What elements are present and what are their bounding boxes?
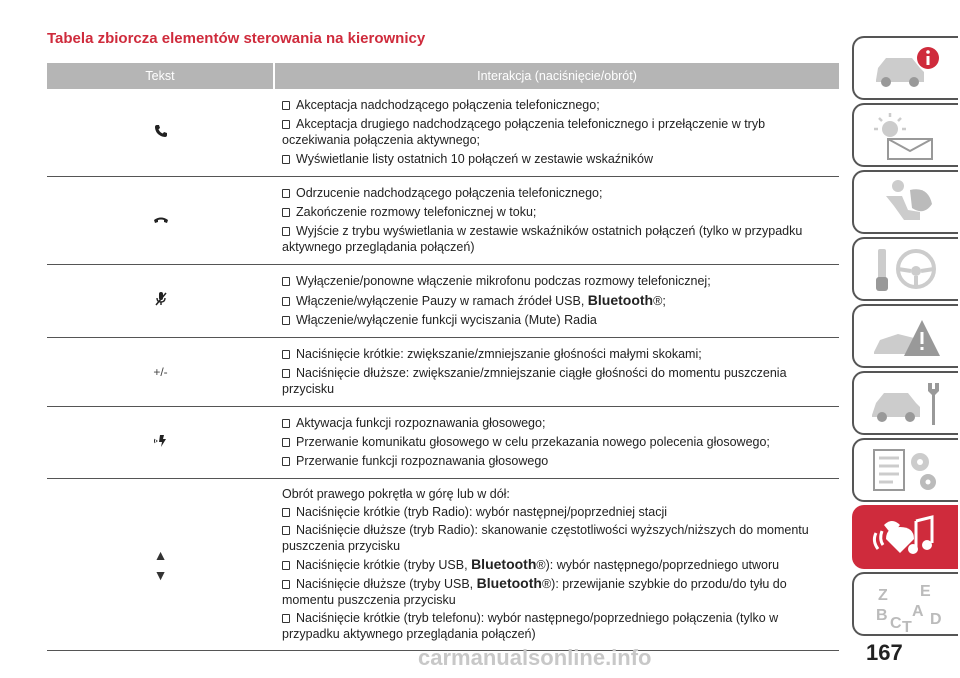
mute-icon	[154, 291, 168, 311]
bluetooth-brand: Bluetooth	[471, 556, 537, 572]
interaction-item	[282, 522, 835, 554]
interaction-text: Naciśnięcie krótkie: zwiększanie/zmniejszanie głośności małymi skokami;	[296, 347, 702, 361]
page-number: 167	[866, 640, 903, 665]
interaction-item	[282, 116, 835, 148]
interaction-text: Aktywacja funkcji rozpoznawania głosowego;	[296, 416, 546, 430]
interaction-item	[282, 292, 835, 309]
interaction-item	[282, 185, 835, 201]
interaction-item	[282, 504, 835, 520]
phone-answer-icon	[154, 124, 168, 142]
checkbox-bullet-icon	[282, 369, 290, 378]
volume-plus-minus-label: +/-	[153, 365, 168, 379]
interaction-text: Naciśnięcie krótkie (tryby USB,	[296, 558, 472, 572]
interaction-text: Wyłączenie/ponowne włączenie mikrofonu podczas rozmowy telefonicznej;	[296, 274, 711, 288]
interaction-cell	[274, 89, 839, 177]
interaction-item	[282, 223, 835, 255]
interaction-item	[282, 151, 835, 167]
interaction-item	[282, 556, 835, 573]
checkbox-bullet-icon	[282, 120, 290, 129]
arrow-down-icon: ▼	[153, 566, 168, 583]
interaction-text: Włączenie/wyłączenie Pauzy w ramach źródeł USB,	[296, 294, 588, 308]
interaction-text: ®): przewijanie szybkie do przodu/do tyłu do momentu puszczenia przycisku	[282, 577, 787, 607]
checkbox-bullet-icon	[282, 101, 290, 110]
interaction-text: Naciśnięcie krótkie (tryb Radio): wybór następnej/poprzedniej stacji	[296, 505, 668, 519]
interaction-text: Naciśnięcie dłuższe (tryby USB,	[296, 577, 477, 591]
header-interaction: Interakcja (naciśnięcie/obrót)	[274, 63, 839, 89]
phone-hangup-icon	[153, 213, 169, 229]
control-symbol-cell	[47, 265, 274, 338]
table-row	[47, 89, 839, 177]
page-title: Tabela zbiorcza elementów sterowania na kierownicy	[47, 30, 426, 47]
table-row	[47, 479, 839, 651]
interaction-text: Akceptacja nadchodzącego połączenia telefonicznego;	[296, 98, 600, 112]
control-symbol-cell	[47, 177, 274, 265]
table-row	[47, 338, 839, 407]
bluetooth-brand: Bluetooth	[476, 575, 542, 591]
svg-text:C: C	[890, 615, 902, 632]
checkbox-bullet-icon	[282, 227, 290, 236]
interaction-item	[282, 415, 835, 431]
checkbox-bullet-icon	[282, 457, 290, 466]
svg-text:E: E	[920, 583, 931, 600]
table-row	[47, 177, 839, 265]
svg-text:A: A	[912, 603, 924, 620]
chapter-tab-specifications[interactable]	[852, 438, 958, 502]
interaction-text: Wyświetlanie listy ostatnich 10 połączeń w zestawie wskaźników	[296, 152, 653, 166]
interaction-intro: Obrót prawego pokrętła w górę lub w dół:	[282, 487, 510, 501]
control-symbol-cell	[47, 407, 274, 479]
interaction-cell	[274, 479, 839, 651]
checkbox-bullet-icon	[282, 155, 290, 164]
interaction-text: Akceptacja drugiego nadchodzącego połączenia telefonicznego i przełączenie w tryb oczekiwania połączenia aktywnego;	[282, 117, 766, 147]
checkbox-bullet-icon	[282, 189, 290, 198]
checkbox-bullet-icon	[282, 580, 290, 589]
interaction-text: ®): wybór następnego/poprzedniego utworu	[536, 558, 780, 572]
checkbox-bullet-icon	[282, 561, 290, 570]
table-body	[47, 89, 839, 651]
chapter-tab-road-warning[interactable]	[852, 304, 958, 368]
interaction-text: Przerwanie komunikatu głosowego w celu przekazania nowego polecenia głosowego;	[296, 435, 770, 449]
interaction-cell	[274, 265, 839, 338]
interaction-text: ®;	[653, 294, 666, 308]
table-row	[47, 407, 839, 479]
checkbox-bullet-icon	[282, 526, 290, 535]
interaction-text: Naciśnięcie dłuższe: zwiększanie/zmniejszanie ciągłe głośności do momentu puszczenia przycisku	[282, 366, 787, 396]
checkbox-bullet-icon	[282, 614, 290, 623]
checkbox-bullet-icon	[282, 277, 290, 286]
chapter-tab-car-service[interactable]	[852, 371, 958, 435]
control-symbol-cell	[47, 89, 274, 177]
chapter-tab-car-info[interactable]	[852, 36, 958, 100]
voice-recognition-icon	[154, 433, 168, 453]
watermark: carmanualsonline.info	[418, 645, 652, 670]
chapter-tab-alphabetical-index[interactable]	[852, 572, 958, 636]
interaction-item	[282, 97, 835, 113]
control-symbol-cell	[47, 338, 274, 407]
table-row	[47, 265, 839, 338]
checkbox-bullet-icon	[282, 438, 290, 447]
interaction-item	[282, 453, 835, 469]
checkbox-bullet-icon	[282, 508, 290, 517]
interaction-text: Odrzucenie nadchodzącego połączenia telefonicznego;	[296, 186, 603, 200]
checkbox-bullet-icon	[282, 297, 290, 306]
steering-controls-table	[47, 63, 839, 651]
interaction-text: Przerwanie funkcji rozpoznawania głosowego	[296, 454, 549, 468]
interaction-item	[282, 365, 835, 397]
header-text: Tekst	[47, 63, 274, 89]
chapter-tab-multimedia[interactable]	[852, 505, 958, 569]
svg-text:T: T	[902, 619, 912, 632]
interaction-item	[282, 346, 835, 362]
checkbox-bullet-icon	[282, 419, 290, 428]
checkbox-bullet-icon	[282, 316, 290, 325]
interaction-item	[282, 434, 835, 450]
interaction-item	[282, 575, 835, 608]
interaction-item	[282, 312, 835, 328]
interaction-cell	[274, 338, 839, 407]
interaction-text: Wyjście z trybu wyświetlania w zestawie wskaźników ostatnich połączeń (tylko w przypadku aktywnego przeglądania połączeń)	[282, 224, 803, 254]
chapter-tab-seat-airbag[interactable]	[852, 170, 958, 234]
interaction-text: Naciśnięcie dłuższe (tryb Radio): skanowanie częstotliwości wyższych/niższych do momentu puszczenia przycisku	[282, 523, 809, 553]
interaction-cell	[274, 177, 839, 265]
bluetooth-brand: Bluetooth	[587, 292, 654, 308]
arrow-up-icon: ▲	[153, 546, 168, 563]
interaction-text: Naciśnięcie krótkie (tryb telefonu): wybór następnego/poprzedniego połączenia (tylko w przypadku aktywnego przeglądania połączeń)	[282, 611, 779, 641]
interaction-text: Zakończenie rozmowy telefonicznej w toku;	[296, 205, 537, 219]
chapter-tab-key-steering-wheel[interactable]	[852, 237, 958, 301]
checkbox-bullet-icon	[282, 208, 290, 217]
table-header-row	[47, 63, 839, 89]
interaction-item	[282, 610, 835, 642]
control-symbol-cell	[47, 479, 274, 651]
interaction-cell	[274, 407, 839, 479]
svg-text:B: B	[876, 607, 888, 624]
interaction-item	[282, 204, 835, 220]
svg-text:D: D	[930, 611, 942, 628]
svg-text:Z: Z	[878, 587, 888, 604]
chapter-tab-warning-lights[interactable]	[852, 103, 958, 167]
checkbox-bullet-icon	[282, 350, 290, 359]
interaction-item	[282, 273, 835, 289]
interaction-text: Włączenie/wyłączenie funkcji wyciszania (Mute) Radia	[296, 313, 597, 327]
